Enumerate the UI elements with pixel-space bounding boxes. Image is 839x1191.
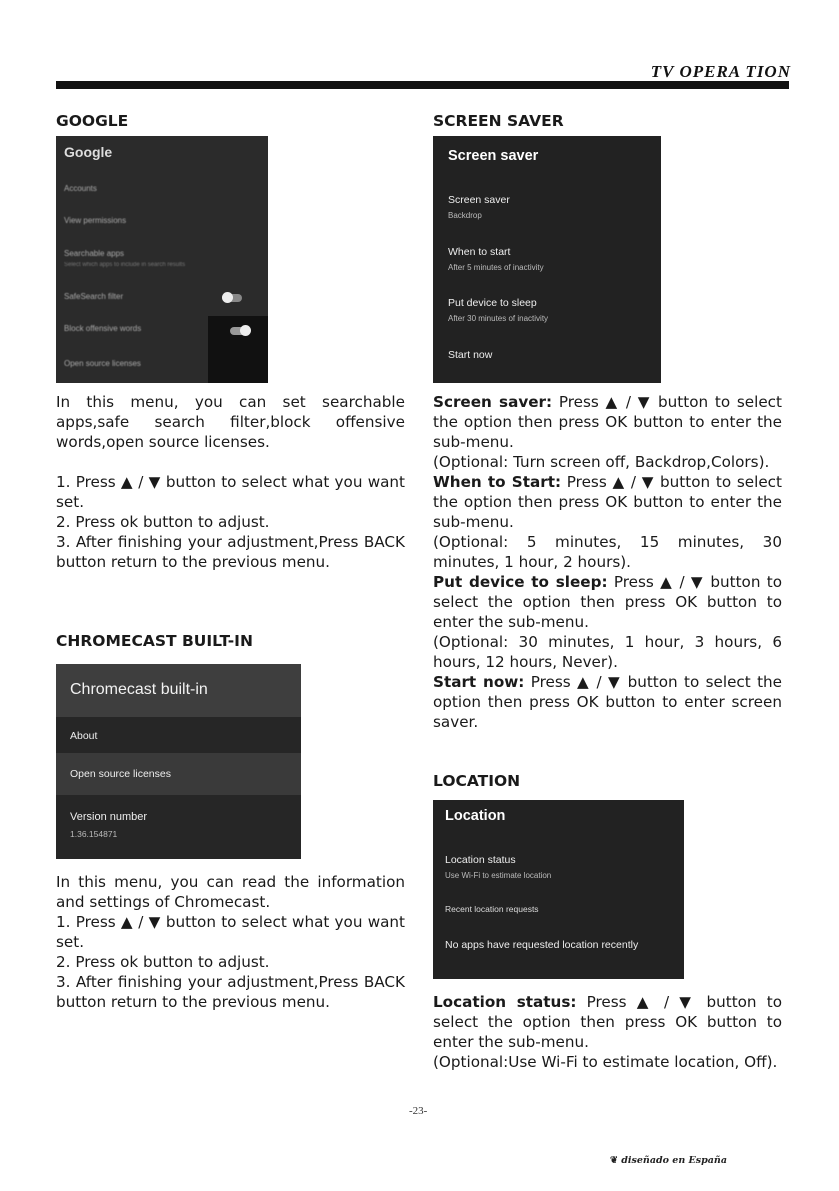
loc-label-status: Location status: — [433, 993, 577, 1011]
ss-para-start — [433, 672, 782, 732]
chromecast-menu-screenshot — [56, 664, 301, 859]
screensaver-menu-screenshot — [433, 136, 661, 383]
ss-item-screensaver: Screen saver — [448, 194, 510, 206]
chromecast-about-label: About — [70, 730, 98, 742]
ss-opt-screensaver: (Optional: Turn screen off, Backdrop,Colors). — [433, 453, 770, 471]
google-intro: In this menu, you can set searchable apps,safe search filter,block offensive words,open source licenses. — [56, 393, 405, 451]
google-item-searchable: Searchable apps — [64, 249, 125, 258]
google-item-block-words: Block offensive words — [64, 324, 142, 333]
ss-text-sleep: Press ▲ / ▼ button to select the option then press OK button to enter the sub-menu. — [433, 573, 782, 631]
loc-text-status: Press ▲ / ▼ button to select the option then press OK button to enter the sub-menu. — [433, 993, 782, 1051]
chromecast-step-2: 2. Press ok button to adjust. — [56, 953, 270, 971]
location-menu-screenshot — [433, 800, 684, 979]
page-number: -23- — [409, 1105, 428, 1117]
ss-para-when — [433, 472, 782, 532]
chromecast-description — [56, 872, 405, 1012]
google-heading: GOOGLE — [56, 112, 129, 130]
ss-item-when-to-start: When to start — [448, 246, 511, 258]
loc-item-none: No apps have requested location recently — [445, 939, 639, 951]
brand-logo-text: ❦ diseñado en España — [610, 1155, 727, 1166]
ss-para-sleep — [433, 572, 782, 632]
chromecast-step-3: 3. After finishing your adjustment,Press BACK button return to the previous menu. — [56, 973, 405, 1011]
ss-item-sleep-sub: After 30 minutes of inactivity — [448, 314, 549, 323]
chromecast-version-label: Version number — [70, 811, 148, 823]
location-screen-title: Location — [445, 808, 506, 824]
google-item-licenses: Open source licenses — [64, 359, 141, 368]
brand-text: diseñado en España — [621, 1155, 727, 1166]
google-step-1: 1. Press ▲ / ▼ button to select what you want set. — [56, 473, 405, 511]
google-item-accounts: Accounts — [64, 184, 97, 193]
ss-text-screensaver: Press ▲ / ▼ button to select the option then press OK button to enter the sub-menu. — [433, 393, 782, 451]
ss-item-sleep: Put device to sleep — [448, 297, 537, 309]
loc-item-status-sub: Use Wi-Fi to estimate location — [445, 871, 552, 880]
loc-para-status — [433, 992, 782, 1052]
location-description — [433, 992, 782, 1072]
safesearch-toggle — [222, 294, 242, 302]
google-item-permissions: View permissions — [64, 216, 127, 225]
google-description — [56, 392, 405, 572]
chromecast-row-licenses — [56, 753, 301, 795]
chromecast-heading: CHROMECAST BUILT-IN — [56, 632, 253, 650]
chromecast-row-version — [56, 795, 301, 859]
google-item-searchable-sub: Select which apps to include in search results — [64, 262, 186, 268]
chromecast-screen-title: Chromecast built-in — [70, 681, 208, 698]
ss-label-when: When to Start: — [433, 473, 562, 491]
loc-opt-status: (Optional:Use Wi-Fi to estimate location, Off). — [433, 1053, 778, 1071]
ss-item-start-now: Start now — [448, 349, 493, 361]
ss-opt-sleep: (Optional: 30 minutes, 1 hour, 3 hours, 6 hours, 12 hours, Never). — [433, 633, 782, 671]
ss-text-when: Press ▲ / ▼ button to select the option then press OK button to enter the sub-menu. — [433, 473, 782, 531]
ss-text-start: Press ▲ / ▼ button to select the option then press OK button to enter screen saver. — [433, 673, 782, 731]
chromecast-version-value: 1.36.154871 — [70, 829, 118, 839]
block-words-toggle — [230, 327, 250, 335]
page-header-title: TV OPERA TION — [650, 62, 791, 81]
google-item-safesearch: SafeSearch filter — [64, 292, 124, 301]
google-menu-screenshot — [56, 136, 268, 383]
screensaver-heading: SCREEN SAVER — [433, 112, 564, 130]
google-step-3: 3. After finishing your adjustment,Press BACK button return to the previous menu. — [56, 533, 405, 571]
google-screen-title: Google — [64, 144, 113, 160]
chromecast-screen-header — [56, 664, 301, 717]
header-rule — [56, 81, 789, 89]
ss-item-screensaver-sub: Backdrop — [448, 211, 482, 220]
chromecast-licenses-label: Open source licenses — [70, 768, 171, 780]
ss-opt-when: (Optional: 5 minutes, 15 minutes, 30 minutes, 1 hour, 2 hours). — [433, 533, 782, 571]
loc-item-status: Location status — [445, 854, 516, 866]
ss-para-screensaver — [433, 392, 782, 452]
google-step-2: 2. Press ok button to adjust. — [56, 513, 270, 531]
screensaver-description — [433, 392, 782, 732]
ss-label-sleep: Put device to sleep: — [433, 573, 608, 591]
chromecast-step-1: 1. Press ▲ / ▼ button to select what you want set. — [56, 913, 405, 951]
ss-label-screensaver: Screen saver: — [433, 393, 553, 411]
screensaver-screen-title: Screen saver — [448, 148, 539, 164]
ss-item-when-to-start-sub: After 5 minutes of inactivity — [448, 263, 544, 272]
ss-label-start: Start now: — [433, 673, 525, 691]
chromecast-row-about — [56, 717, 301, 753]
location-heading: LOCATION — [433, 772, 521, 790]
loc-item-recent: Recent location requests — [445, 904, 539, 914]
chromecast-intro: In this menu, you can read the information and settings of Chromecast. — [56, 873, 405, 911]
